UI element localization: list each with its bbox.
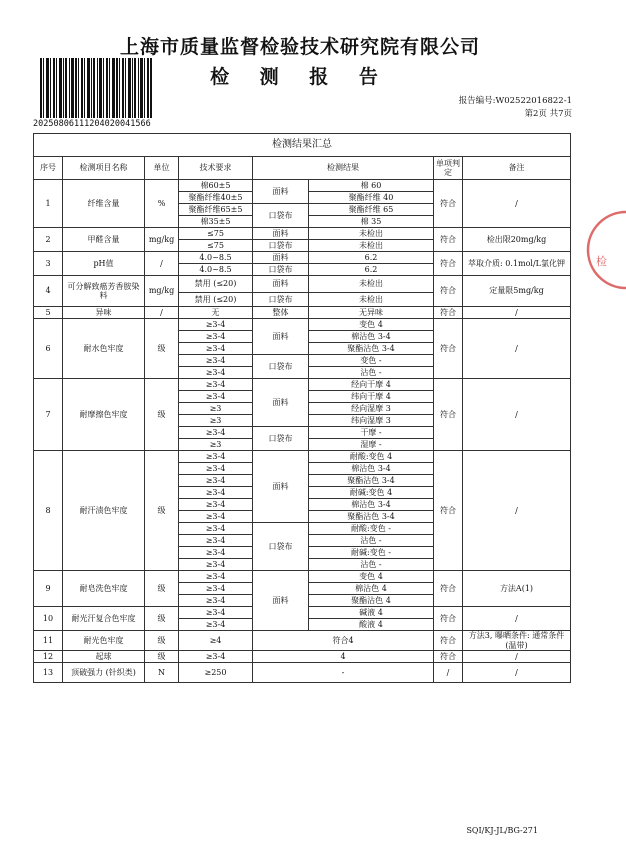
item-name: 甲醛含量	[63, 228, 145, 252]
requirement-cell: ≥3-4	[179, 583, 253, 595]
requirement-cell: ≥3	[179, 415, 253, 427]
barcode-image	[40, 58, 152, 118]
note-cell: /	[463, 663, 571, 683]
requirement-cell: 无	[179, 307, 253, 319]
item-name: 耐摩擦色牢度	[63, 379, 145, 451]
position-cell: 面料	[253, 379, 309, 427]
result-cell: 符合4	[253, 631, 434, 651]
item-unit: N	[145, 663, 179, 683]
org-name: 上海市质量监督检验技术研究院有限公司	[119, 36, 480, 58]
note-cell: /	[463, 307, 571, 319]
item-no: 10	[34, 607, 63, 631]
item-no: 3	[34, 252, 63, 276]
position-cell: 口袋布	[253, 240, 309, 252]
item-unit: 级	[145, 651, 179, 663]
result-cell: 棉 35	[309, 216, 434, 228]
requirement-cell: ≥3	[179, 439, 253, 451]
position-cell: 面料	[253, 571, 309, 631]
report-number: 报告编号:W02522016822-1	[458, 96, 572, 106]
result-cell: 未检出	[309, 240, 434, 252]
result-cell: 无异味	[309, 307, 434, 319]
result-cell: 棉 60	[309, 180, 434, 192]
item-no: 1	[34, 180, 63, 228]
result-cell: 棉沾色 4	[309, 583, 434, 595]
item-name: 异味	[63, 307, 145, 319]
table-row	[34, 571, 571, 583]
verdict-cell: 符合	[434, 252, 463, 276]
header-requirement: 技术要求	[179, 157, 253, 180]
position-cell: 口袋布	[253, 355, 309, 379]
requirement-cell: ≥3-4	[179, 511, 253, 523]
header-verdict: 单项判定	[434, 157, 463, 180]
verdict-cell: /	[434, 663, 463, 683]
document-code: SQI/KJ-JL/BG-271	[466, 826, 538, 835]
requirement-cell: ≥3-4	[179, 379, 253, 391]
verdict-cell: 符合	[434, 228, 463, 252]
table-row	[34, 180, 571, 192]
item-no: 5	[34, 307, 63, 319]
item-unit: 级	[145, 571, 179, 607]
item-name: 耐皂洗色牢度	[63, 571, 145, 607]
position-cell: 面料	[253, 319, 309, 355]
requirement-cell: ≥3-4	[179, 475, 253, 487]
requirement-cell: ≤75	[179, 240, 253, 252]
header-result: 检测结果	[253, 157, 434, 180]
requirement-cell: 4.0~8.5	[179, 264, 253, 276]
requirement-cell: ≥3-4	[179, 651, 253, 663]
position-cell: 口袋布	[253, 293, 309, 307]
item-unit: /	[145, 252, 179, 276]
requirement-cell: ≥3-4	[179, 367, 253, 379]
requirement-cell: ≥3-4	[179, 391, 253, 403]
report-title: 检 测 报 告	[210, 66, 390, 88]
item-no: 9	[34, 571, 63, 607]
requirement-cell: ≥3-4	[179, 463, 253, 475]
position-cell: 面料	[253, 228, 309, 240]
position-cell: 口袋布	[253, 264, 309, 276]
table-row	[34, 451, 571, 463]
position-cell: 面料	[253, 180, 309, 204]
item-unit: 级	[145, 607, 179, 631]
barcode-number: 20250806111204020041566	[33, 119, 151, 129]
item-unit: mg/kg	[145, 276, 179, 307]
item-no: 11	[34, 631, 63, 651]
verdict-cell: 符合	[434, 319, 463, 379]
requirement-cell: ≥3-4	[179, 499, 253, 511]
requirement-cell: ≥3-4	[179, 595, 253, 607]
position-cell: 面料	[253, 451, 309, 523]
requirement-cell: ≥3-4	[179, 319, 253, 331]
requirement-cell: ≥3-4	[179, 607, 253, 619]
result-cell: 未检出	[309, 276, 434, 293]
result-cell: 沾色 -	[309, 559, 434, 571]
result-cell: 聚酯沾色 3-4	[309, 343, 434, 355]
result-cell: 棉沾色 3-4	[309, 331, 434, 343]
svg-text:检: 检	[596, 255, 607, 268]
result-cell: 6.2	[309, 264, 434, 276]
requirement-cell: 棉35±5	[179, 216, 253, 228]
item-no: 4	[34, 276, 63, 307]
result-cell: 聚酯纤维 40	[309, 192, 434, 204]
requirement-cell: ≥3-4	[179, 535, 253, 547]
item-unit: %	[145, 180, 179, 228]
header-item: 检测项目名称	[63, 157, 145, 180]
result-cell: 经向湿摩 3	[309, 403, 434, 415]
result-cell: 棉沾色 3-4	[309, 499, 434, 511]
verdict-cell: 符合	[434, 571, 463, 607]
item-name: 耐水色牢度	[63, 319, 145, 379]
note-cell: /	[463, 180, 571, 228]
result-cell: -	[253, 663, 434, 683]
verdict-cell: 符合	[434, 607, 463, 631]
item-name: 耐光色牢度	[63, 631, 145, 651]
item-no: 8	[34, 451, 63, 571]
result-cell: 未检出	[309, 228, 434, 240]
requirement-cell: ≥3-4	[179, 355, 253, 367]
requirement-cell: 禁用 (≤20)	[179, 276, 253, 293]
table-row	[34, 319, 571, 331]
verdict-cell: 符合	[434, 180, 463, 228]
table-row	[34, 228, 571, 240]
requirement-cell: ≥3-4	[179, 343, 253, 355]
item-no: 7	[34, 379, 63, 451]
item-name: 可分解致癌芳香胺染料	[63, 276, 145, 307]
requirement-cell: ≥4	[179, 631, 253, 651]
header-unit: 单位	[145, 157, 179, 180]
result-cell: 湿摩 -	[309, 439, 434, 451]
position-cell: 面料	[253, 276, 309, 293]
verdict-cell: 符合	[434, 379, 463, 451]
result-cell: 聚酯沾色 4	[309, 595, 434, 607]
table-caption: 检测结果汇总	[34, 134, 571, 157]
requirement-cell: 聚酯纤维65±5	[179, 204, 253, 216]
result-cell: 沾色 -	[309, 535, 434, 547]
results-summary-table	[33, 133, 571, 683]
requirement-cell: ≥3	[179, 403, 253, 415]
note-cell: /	[463, 319, 571, 379]
verdict-cell: 符合	[434, 276, 463, 307]
result-cell: 经向干摩 4	[309, 379, 434, 391]
result-cell: 碱液 4	[309, 607, 434, 619]
item-no: 13	[34, 663, 63, 683]
result-cell: 沾色 -	[309, 367, 434, 379]
note-cell: 方法A(1)	[463, 571, 571, 607]
table-row	[34, 252, 571, 264]
seal-stamp	[586, 205, 626, 295]
verdict-cell: 符合	[434, 651, 463, 663]
header-no: 序号	[34, 157, 63, 180]
position-cell: 口袋布	[253, 204, 309, 228]
header-note: 备注	[463, 157, 571, 180]
note-cell: /	[463, 451, 571, 571]
item-name: pH值	[63, 252, 145, 276]
item-unit: 级	[145, 451, 179, 571]
requirement-cell: ≥3-4	[179, 331, 253, 343]
item-name: 耐汗渍色牢度	[63, 451, 145, 571]
position-cell: 面料	[253, 252, 309, 264]
requirement-cell: ≥250	[179, 663, 253, 683]
item-name: 顶破强力 (针织类)	[63, 663, 145, 683]
result-cell: 耐酸:变色 -	[309, 523, 434, 535]
position-cell: 整体	[253, 307, 309, 319]
table-row	[34, 379, 571, 391]
item-unit: mg/kg	[145, 228, 179, 252]
item-unit: 级	[145, 319, 179, 379]
note-cell: 检出限20mg/kg	[463, 228, 571, 252]
result-cell: 纬向干摩 4	[309, 391, 434, 403]
note-cell: /	[463, 379, 571, 451]
result-cell: 纬向湿摩 3	[309, 415, 434, 427]
item-name: 耐光汗复合色牢度	[63, 607, 145, 631]
result-cell: 4	[253, 651, 434, 663]
note-cell: 方法3, 曝晒条件: 通常条件 (温带)	[463, 631, 571, 651]
item-unit: 级	[145, 379, 179, 451]
item-unit: /	[145, 307, 179, 319]
item-name: 起球	[63, 651, 145, 663]
verdict-cell: 符合	[434, 451, 463, 571]
position-cell: 口袋布	[253, 427, 309, 451]
result-cell: 干摩 -	[309, 427, 434, 439]
item-no: 6	[34, 319, 63, 379]
table-row	[34, 651, 571, 663]
table-row	[34, 307, 571, 319]
page-info: 第2页 共7页	[524, 109, 572, 119]
item-no: 2	[34, 228, 63, 252]
requirement-cell: ≥3-4	[179, 559, 253, 571]
result-cell: 酸液 4	[309, 619, 434, 631]
requirement-cell: ≥3-4	[179, 619, 253, 631]
result-cell: 耐酸:变色 4	[309, 451, 434, 463]
result-cell: 变色 4	[309, 571, 434, 583]
requirement-cell: 棉60±5	[179, 180, 253, 192]
verdict-cell: 符合	[434, 307, 463, 319]
result-cell: 耐碱:变色 4	[309, 487, 434, 499]
requirement-cell: ≥3-4	[179, 571, 253, 583]
result-cell: 耐碱:变色 -	[309, 547, 434, 559]
requirement-cell: ≥3-4	[179, 427, 253, 439]
table-row	[34, 631, 571, 651]
note-cell: 定量限5mg/kg	[463, 276, 571, 307]
table-row	[34, 663, 571, 683]
requirement-cell: 4.0~8.5	[179, 252, 253, 264]
requirement-cell: ≥3-4	[179, 451, 253, 463]
requirement-cell: 聚酯纤维40±5	[179, 192, 253, 204]
note-cell: 萃取介质: 0.1mol/L氯化钾	[463, 252, 571, 276]
position-cell: 口袋布	[253, 523, 309, 571]
note-cell: /	[463, 651, 571, 663]
result-cell: 变色 4	[309, 319, 434, 331]
result-cell: 聚酯纤维 65	[309, 204, 434, 216]
result-cell: 变色 -	[309, 355, 434, 367]
table-row	[34, 276, 571, 293]
note-cell: /	[463, 607, 571, 631]
requirement-cell: ≥3-4	[179, 487, 253, 499]
result-cell: 棉沾色 3-4	[309, 463, 434, 475]
requirement-cell: ≤75	[179, 228, 253, 240]
result-cell: 聚酯沾色 3-4	[309, 511, 434, 523]
result-cell: 未检出	[309, 293, 434, 307]
requirement-cell: 禁用 (≤20)	[179, 293, 253, 307]
item-unit: 级	[145, 631, 179, 651]
requirement-cell: ≥3-4	[179, 547, 253, 559]
item-no: 12	[34, 651, 63, 663]
item-name: 纤维含量	[63, 180, 145, 228]
requirement-cell: ≥3-4	[179, 523, 253, 535]
result-cell: 6.2	[309, 252, 434, 264]
result-cell: 聚酯沾色 3-4	[309, 475, 434, 487]
verdict-cell: 符合	[434, 631, 463, 651]
